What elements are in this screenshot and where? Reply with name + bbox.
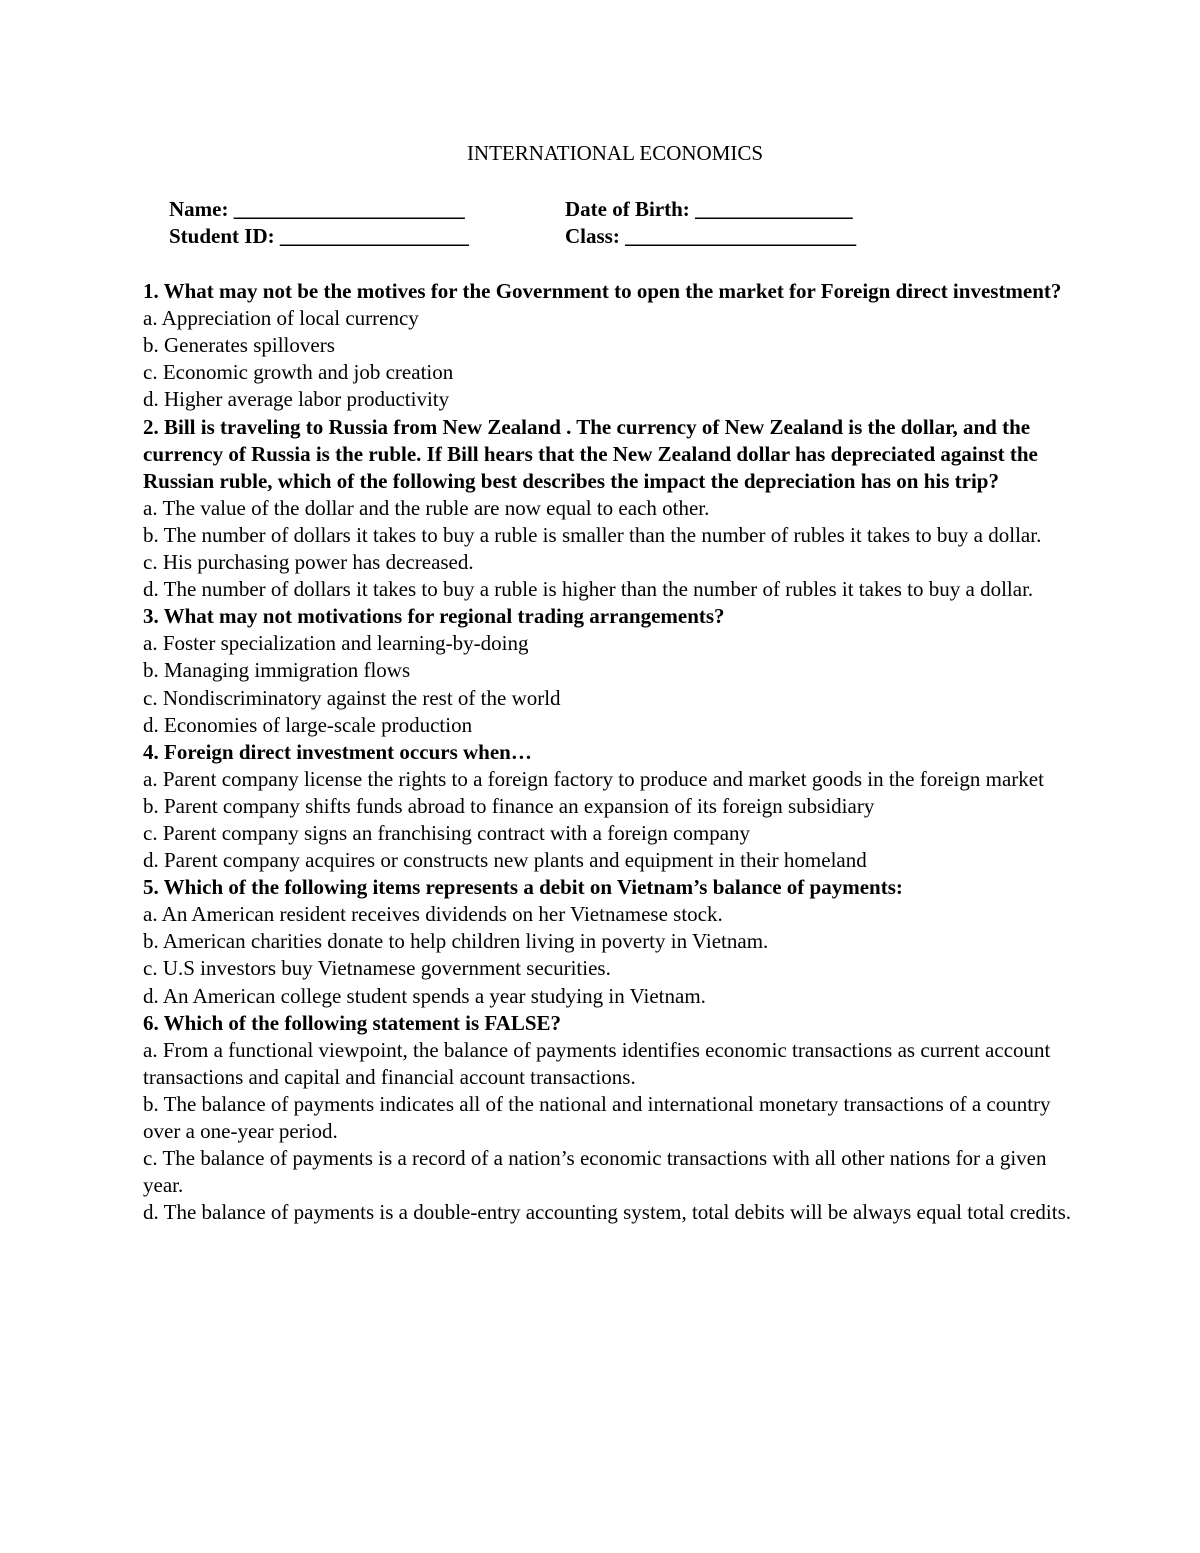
answer-option: c. His purchasing power has decreased.: [143, 550, 474, 575]
answer-option: d. Parent company acquires or constructs new plants and equipment in their homeland: [143, 848, 867, 873]
question-text: 5. Which of the following items represents a debit on Vietnam’s balance of payments:: [143, 875, 903, 900]
class-field: [565, 223, 856, 250]
answer-option: d. Economies of large-scale production: [143, 712, 473, 737]
answer-option: d. The balance of payments is a double-entry accounting system, total debits will be always equal total credits.: [143, 1200, 1072, 1225]
question-block: [143, 414, 1073, 604]
question-block: [143, 278, 1073, 413]
question-text: 6. Which of the following statement is FALSE?: [143, 1010, 562, 1035]
class-label: Class:: [565, 224, 620, 249]
question-text: 2. Bill is traveling to Russia from New Zealand . The currency of New Zealand is the dollar, and the currency of Russia is the ruble. If Bill hears that the New Zealand dollar has depreciated against the Russian ruble, which of the following best describes the impact the depreciation has on his trip?: [143, 414, 1038, 493]
answer-option: b. Generates spillovers: [143, 333, 335, 358]
exam-page: [143, 140, 1073, 1226]
answer-option: c. Economic growth and job creation: [143, 360, 454, 385]
answer-option: b. Managing immigration flows: [143, 658, 411, 683]
student-id-field: [169, 223, 469, 250]
answer-option: b. The balance of payments indicates all of the national and international monetary transactions of a country over a one-year period.: [143, 1091, 1051, 1143]
question-text: 1. What may not be the motives for the Government to open the market for Foreign direct investment?: [143, 279, 1062, 304]
name-blank: ______________________: [233, 197, 465, 222]
question-text: 4. Foreign direct investment occurs when…: [143, 739, 532, 764]
answer-option: a. Foster specialization and learning-by-doing: [143, 631, 529, 656]
dob-field: [565, 196, 853, 223]
question-block: [143, 603, 1073, 738]
answer-option: c. Parent company signs an franchising contract with a foreign company: [143, 820, 751, 845]
question-block: [143, 874, 1073, 1009]
answer-option: a. From a functional viewpoint, the balance of payments identifies economic transactions as current account transactions and capital and financial account transactions.: [143, 1037, 1051, 1089]
answer-option: a. The value of the dollar and the ruble are now equal to each other.: [143, 495, 710, 520]
answer-option: d. The number of dollars it takes to buy a ruble is higher than the number of rubles it takes to buy a dollar.: [143, 577, 1034, 602]
answer-option: b. American charities donate to help children living in poverty in Vietnam.: [143, 929, 769, 954]
student-id-label: Student ID:: [169, 224, 275, 249]
question-block: [143, 739, 1073, 874]
dob-label: Date of Birth:: [565, 197, 690, 222]
answer-option: b. Parent company shifts funds abroad to finance an expansion of its foreign subsidiary: [143, 793, 875, 818]
question-block: [143, 1010, 1073, 1227]
answer-option: d. Higher average labor productivity: [143, 387, 450, 412]
answer-option: c. The balance of payments is a record of a nation’s economic transactions with all other nations for a given year.: [143, 1146, 1047, 1198]
student-id-blank: __________________: [279, 224, 469, 249]
info-row-1: [143, 196, 1073, 223]
student-info-block: [143, 196, 1073, 252]
name-field: [169, 196, 465, 223]
answer-option: c. Nondiscriminatory against the rest of the world: [143, 685, 561, 710]
answer-option: c. U.S investors buy Vietnamese government securities.: [143, 956, 611, 981]
class-blank: ______________________: [625, 224, 857, 249]
question-text: 3. What may not motivations for regional trading arrangements?: [143, 604, 725, 629]
name-label: Name:: [169, 197, 229, 222]
answer-option: b. The number of dollars it takes to buy a ruble is smaller than the number of rubles it takes to buy a dollar.: [143, 522, 1042, 547]
info-row-2: [143, 223, 1073, 250]
dob-blank: _______________: [695, 197, 853, 222]
answer-option: a. Parent company license the rights to a foreign factory to produce and market goods in the foreign market: [143, 766, 1044, 791]
answer-option: a. Appreciation of local currency: [143, 306, 419, 331]
answer-option: a. An American resident receives dividends on her Vietnamese stock.: [143, 902, 723, 927]
page-title: INTERNATIONAL ECONOMICS: [466, 141, 764, 165]
answer-option: d. An American college student spends a year studying in Vietnam.: [143, 983, 706, 1008]
